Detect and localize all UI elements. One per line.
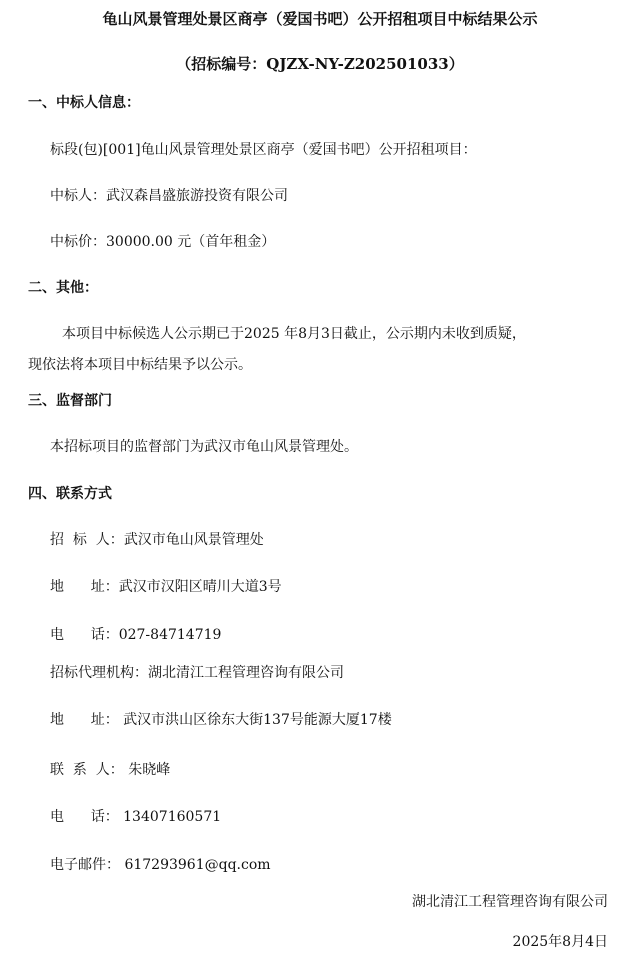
agency-phone-row [50,808,221,826]
supervision-text: 本招标项目的监督部门为武汉市龟山风景管理处。 [50,439,358,455]
tenderer-address-value: 武汉市汉阳区晴川大道3号 [118,579,282,595]
tenderer-label: 招 标 人： [50,532,124,548]
price-row [50,233,275,251]
price-value: 30000.00 元（首年租金） [106,234,276,250]
section3-heading: 三、监督部门 [28,393,112,409]
agency-label: 招标代理机构： [50,665,148,681]
agency-address-label: 地 址： [50,712,119,728]
email-row [50,856,271,874]
agency-value: 湖北清江工程管理咨询有限公司 [148,665,344,681]
email-label: 电子邮件： [50,857,120,873]
email-value: 617293961@qq.com [120,857,271,873]
contact-row [50,761,170,779]
footer-date: 2025年8月4日 [512,934,608,950]
other-line1: 本项目中标候选人公示期已于2025 年8月3日截止，公示期内未收到质疑， [62,326,526,342]
agency-phone-label: 电 话： [50,809,119,825]
section4-heading: 四、联系方式 [28,486,112,502]
footer-organization: 湖北清江工程管理咨询有限公司 [412,894,608,910]
winner-row [50,187,288,205]
tenderer-phone-value: 027-84714719 [118,627,222,643]
document-subtitle: （招标编号：QJZX-NY-Z202501033） [176,55,464,73]
winner-label: 中标人： [50,188,106,204]
winner-value: 武汉森昌盛旅游投资有限公司 [106,188,288,204]
contact-label: 联 系 人： [50,762,124,778]
lot-text: 标段(包)[001]龟山风景管理处景区商亭（爱国书吧）公开招租项目： [50,142,477,158]
agency-row [50,664,344,682]
agency-phone-value: 13407160571 [118,809,222,825]
tenderer-address-label: 地 址： [50,579,119,595]
tenderer-phone-label: 电 话： [50,627,119,643]
contact-value: 朱晓峰 [123,762,171,778]
section2-heading: 二、其他： [28,280,98,296]
other-line2: 现依法将本项目中标结果予以公示。 [28,357,252,373]
agency-address-row [50,711,392,729]
tenderer-row [50,531,264,549]
tenderer-phone-row [50,626,221,644]
tenderer-address-row [50,578,282,596]
tenderer-value: 武汉市龟山风景管理处 [123,532,264,548]
agency-address-value: 武汉市洪山区徐东大街137号能源大厦17楼 [118,712,392,728]
price-label: 中标价： [50,234,106,250]
section1-heading: 一、中标人信息： [28,95,140,111]
document-title: 龟山风景管理处景区商亭（爱国书吧）公开招租项目中标结果公示 [102,10,538,28]
